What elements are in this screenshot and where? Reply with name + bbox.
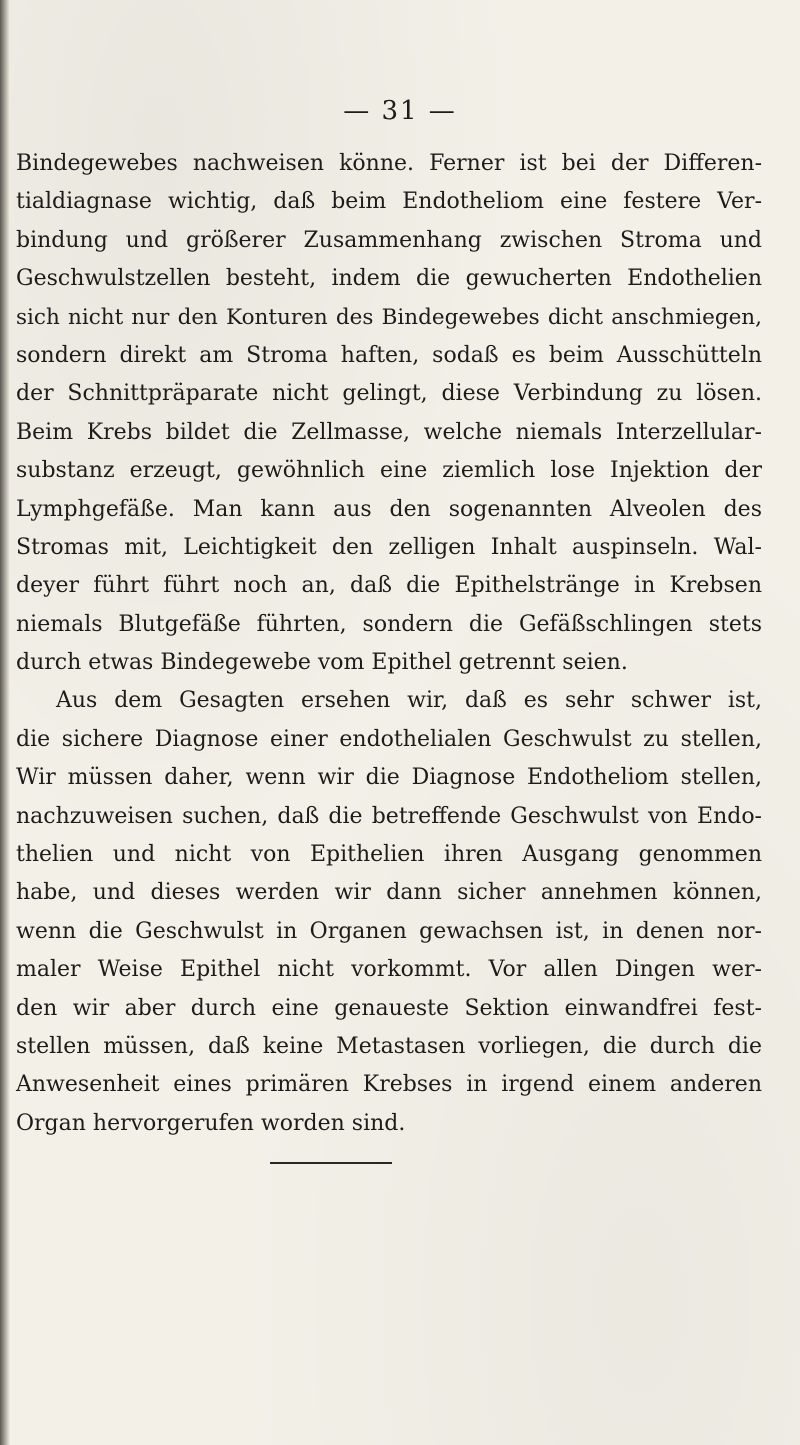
- text-line: Anwesenheit eines primären Krebses in irgend einem anderen: [16, 1072, 762, 1098]
- text-line: maler Weise Epithel nicht vorkommt. Vor allen Dingen wer-: [16, 957, 762, 983]
- text-line: Wir müssen daher, wenn wir die Diagnose Endotheliom stellen,: [16, 765, 762, 791]
- text-line: Geschwulstzellen besteht, indem die gewucherten Endothelien: [16, 266, 762, 292]
- text-line: die sichere Diagnose einer endothelialen Geschwulst zu stellen,: [16, 726, 762, 752]
- text-line: stellen müssen, daß keine Metastasen vorliegen, die durch die: [16, 1033, 762, 1059]
- text-line: der Schnittpräparate nicht gelingt, diese Verbindung zu lösen.: [16, 381, 762, 407]
- text-line: Bindegewebes nachweisen könne. Ferner ist bei der Differen-: [16, 151, 762, 176]
- text-line: tialdiagnase wichtig, daß beim Endotheliom eine festere Ver-: [16, 189, 762, 215]
- body-text: [16, 145, 762, 1143]
- text-line: sich nicht nur den Konturen des Bindegewebes dicht anschmiegen,: [16, 304, 762, 330]
- text-line: Lymphgefäße. Man kann aus den sogenannten Alveolen des: [16, 496, 762, 522]
- text-line: Stromas mit, Leichtigkeit den zelligen Inhalt auspinseln. Wal-: [16, 534, 762, 560]
- text-line: thelien und nicht von Epithelien ihren Ausgang genommen: [16, 842, 762, 868]
- text-line: nachzuweisen suchen, daß die betreffende Geschwulst von Endo-: [16, 803, 762, 829]
- text-line: Aus dem Gesagten ersehen wir, daß es sehr schwer ist,: [56, 688, 762, 714]
- text-line: bindung und größerer Zusammenhang zwischen Stroma und: [16, 227, 762, 253]
- text-line: Beim Krebs bildet die Zellmasse, welche niemals Interzellular-: [16, 419, 762, 445]
- page-number: — 31 —: [343, 96, 457, 126]
- text-line: den wir aber durch eine genaueste Sektion einwandfrei fest-: [16, 995, 762, 1021]
- section-rule: [270, 1162, 392, 1164]
- text-line: habe, und dieses werden wir dann sicher annehmen können,: [16, 880, 762, 906]
- text-line: durch etwas Bindegewebe vom Epithel getrennt seien.: [16, 650, 628, 676]
- page-binding-edge: [0, 0, 10, 1445]
- text-line: sondern direkt am Stroma haften, sodaß es beim Ausschütteln: [16, 342, 762, 368]
- text-line: Organ hervorgerufen worden sind.: [16, 1110, 406, 1136]
- text-line: substanz erzeugt, gewöhnlich eine ziemlich lose Injektion der: [16, 458, 762, 484]
- text-line: deyer führt führt noch an, daß die Epithelstränge in Krebsen: [16, 573, 762, 599]
- text-line: wenn die Geschwulst in Organen gewachsen ist, in denen nor-: [16, 918, 762, 944]
- text-line: niemals Blutgefäße führten, sondern die Gefäßschlingen stets: [16, 611, 762, 637]
